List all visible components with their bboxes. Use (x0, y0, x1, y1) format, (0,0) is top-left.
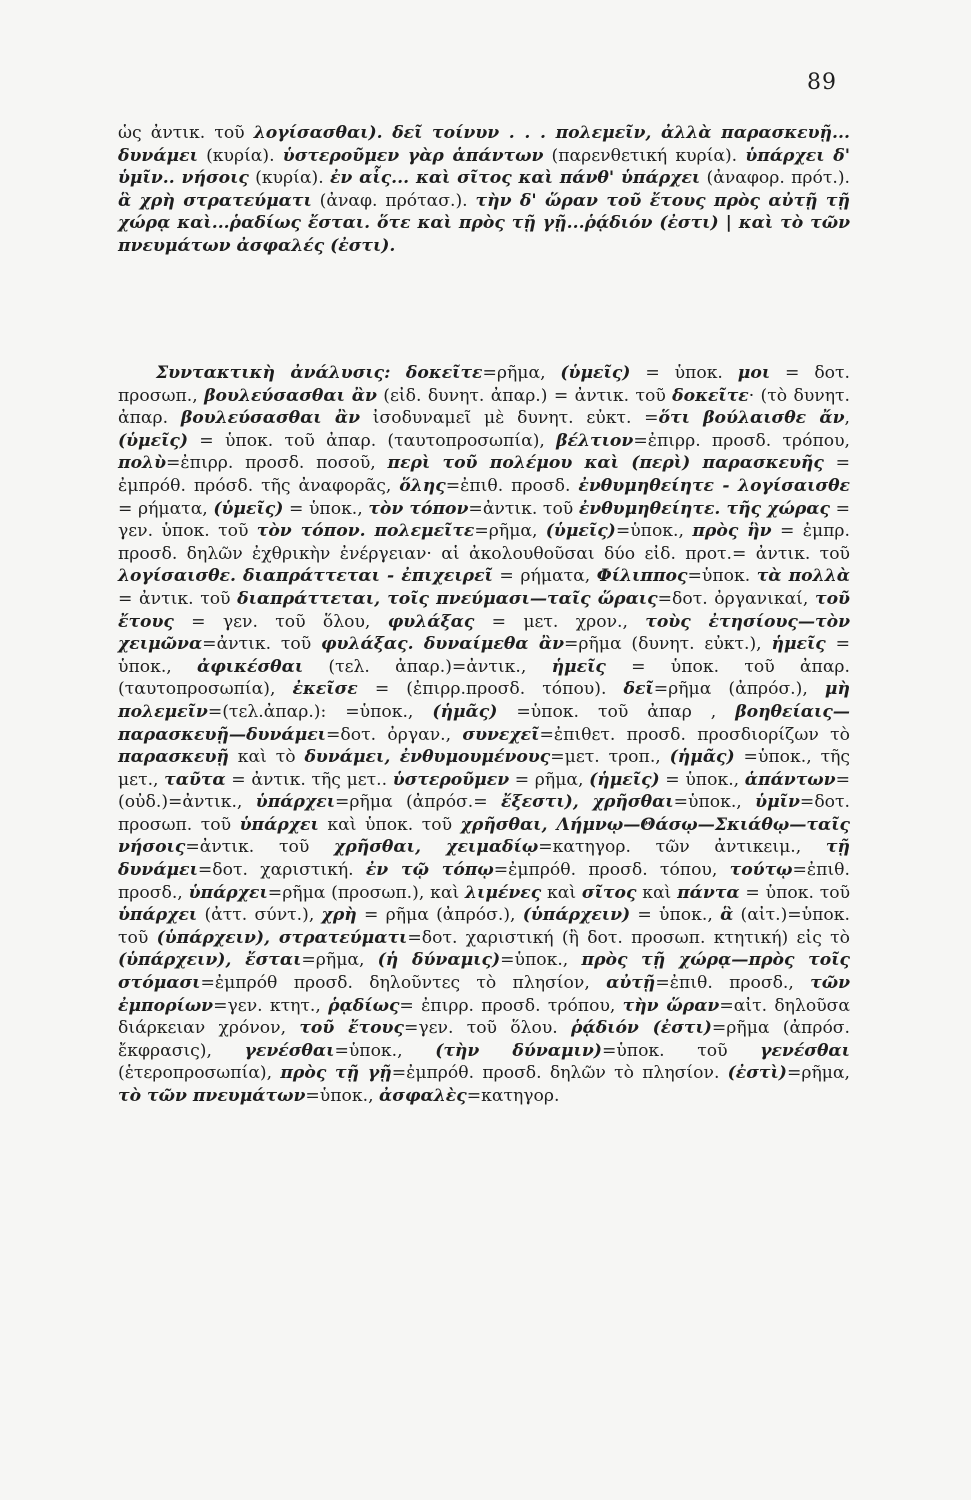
text-run: ὡς ἀντικ. τοῦ (118, 123, 254, 143)
text-run: =ἀντικ. τοῦ (468, 498, 579, 519)
emphasized-text: ὑστεροῦμεν γὰρ ἁπάντων (282, 145, 544, 166)
text-run: =ὑποκ., (305, 1086, 380, 1106)
text-run: = ὑποκ. τοῦ ἀπαρ. (ταυτοπροσωπία), (118, 656, 850, 700)
emphasized-text: ἐν αἷς... καὶ σῖτος καὶ πάνθ' ὑπάρχει (329, 168, 701, 189)
emphasized-text: δυνάμει, ἐνθυμουμένους (304, 747, 551, 768)
text-run: , (844, 408, 850, 429)
emphasized-text: τὸ τῶν πνευμάτων (118, 1086, 306, 1106)
emphasized-text: ἡμεῖς (551, 656, 606, 677)
text-run: =δοτ. χαριστική. (197, 860, 366, 881)
text-run: (τελ. ἀπαρ.)=ἀντικ., (303, 656, 552, 677)
text-run: =ἐπιθ. προσδ., (118, 860, 850, 903)
emphasized-text: φυλάξας (387, 611, 475, 632)
emphasized-text: βέλτιον (556, 430, 634, 451)
emphasized-text: (ὑμεῖς) (560, 363, 631, 383)
text-run: =ὑποκ., (673, 792, 756, 813)
text-run: καὶ (541, 882, 582, 903)
emphasized-text: τῶν ἐμπορίων (118, 973, 850, 1016)
text-run: (ἑτεροπροσωπία), (118, 1063, 281, 1084)
text-run: = γεν. ὑποκ. τοῦ (118, 498, 850, 542)
emphasized-text: Συντακτικὴ ἀνάλυσις: δοκεῖτε (156, 363, 483, 383)
text-run: =ὑποκ., (500, 950, 582, 971)
emphasized-text: ὑστεροῦμεν (392, 769, 510, 790)
emphasized-text: ἐνθυμηθείητε. τῆς χώρας (578, 498, 830, 519)
text-run: =ὑποκ., τῆς μετ., (118, 747, 850, 790)
emphasized-text: παρασκευῇ (118, 747, 229, 768)
emphasized-text: διαπράττεται, τοῖς πνεύμασι—ταῖς ὥραις (237, 588, 658, 609)
emphasized-text: πρὸς τῇ χώρᾳ—πρὸς τοῖς στόμασι (118, 950, 850, 994)
text-run: (κυρία). (248, 168, 330, 189)
text-run: =δοτ. ὀργανικαί, (657, 588, 816, 609)
text-run: ἰσοδυναμεῖ μὲ δυνητ. εὐκτ. = (360, 408, 659, 429)
emphasized-text: ὑπάρχει (239, 814, 319, 835)
text-run: =αἰτ. δηλοῦσα διάρκειαν χρόνον, (118, 995, 851, 1039)
emphasized-text: φυλάξας. δυναίμεθα ἂν (321, 634, 564, 655)
emphasized-text: τοῦ ἔτους (118, 588, 850, 632)
emphasized-text: ὅλης (399, 475, 446, 496)
text-run: καὶ τὸ (228, 747, 305, 768)
text-run: = ὑποκ. (630, 363, 738, 383)
text-run: =ρῆμα (ἀπρόσ. ἔκφρασις), (118, 1018, 851, 1061)
text-run: · (τὸ δυνητ. ἀπαρ. (118, 385, 850, 429)
emphasized-text: ἐνθυμηθείητε - λογίσαισθε (578, 475, 850, 496)
emphasized-text: τὸν τόπον (368, 498, 469, 519)
text-run: = ρήματα, (492, 566, 597, 587)
text-run: (κυρία). (197, 145, 283, 166)
emphasized-text: (ὑμεῖς) (545, 521, 616, 542)
emphasized-text: ὑπάρχει (255, 792, 336, 813)
emphasized-text: (ὑπάρχειν) (522, 905, 631, 926)
text-run: =ὑποκ. τοῦ (601, 1040, 761, 1061)
text-run: =ρῆμα (ἀπρόσ.), (653, 679, 825, 700)
text-run: =ρῆμα (ἀπρόσ.= (335, 792, 502, 813)
emphasized-text: ὑπάρχει δ' ὑμῖν.. νήσοις (118, 145, 850, 189)
text-run: = ἐμπρόθ. πρόσδ. τῆς ἀναφορᾶς, (118, 453, 850, 496)
text-run: =δοτ. ὀργαν., (325, 724, 463, 745)
text-run: =ἐπιθ. προσδ. (445, 475, 579, 496)
emphasized-text: ἐκεῖσε (292, 679, 358, 700)
emphasized-text: τὴν δ' ὥραν τοῦ ἔτους πρὸς αὐτῇ τῇ χώρᾳ καὶ...ῥαδίως ἔσται. ὅτε καὶ πρὸς τῇ γῇ...ῥᾴδιόν (ἐστι) | καὶ τὸ τῶν πνευμάτων ἀσφαλές (ἐστι). (118, 190, 850, 256)
emphasized-text: ἔξεστι), χρῆσθαι (501, 792, 674, 813)
emphasized-text: ὅτι βούλαισθε ἄν (658, 408, 845, 429)
emphasized-text: (ὑπάρχειν), ἔσται (118, 950, 302, 971)
emphasized-text: (ὑμεῖς) (118, 430, 189, 451)
emphasized-text: ταῦτα (164, 769, 226, 790)
emphasized-text: τὴν ὥραν (622, 995, 720, 1016)
text-run: =ρῆμα (προσωπ.), καὶ (267, 882, 465, 903)
text-run: =ἐπιρρ. προσδ. ποσοῦ, (166, 453, 388, 474)
text-run: = γεν. τοῦ ὅλου, (173, 611, 388, 632)
text-run: =ἐπιθ. προσδ., (655, 973, 811, 994)
emphasized-text: (ἡμᾶς) (432, 701, 498, 722)
emphasized-text: λιμένες (464, 882, 542, 903)
emphasized-text: ὑπάρχει (188, 882, 268, 903)
text-run: =(τελ.ἀπαρ.): =ὑποκ., (207, 701, 433, 722)
emphasized-text: μὴ πολεμεῖν (118, 679, 850, 722)
emphasized-text: χρῆσθαι, Λήμνῳ—Θάσῳ—Σκιάθῳ—ταῖς νήσοις (118, 814, 850, 858)
text-run: = ὑποκ., (283, 498, 369, 519)
text-run: (ἀναφ. πρότασ.). (311, 190, 476, 211)
emphasized-text: ὑπάρχει (118, 905, 198, 926)
emphasized-text: (ἡμᾶς) (669, 747, 735, 768)
text-block-syntax-analysis (118, 362, 850, 1108)
emphasized-text: βουλεύσασθαι ἂν (204, 385, 377, 406)
emphasized-text: γενέσθαι (760, 1040, 850, 1061)
text-run: = ρῆμα (ἀπρόσ.), (356, 905, 523, 926)
text-run: =ρῆμα, (301, 950, 378, 971)
text-run: =ἐπιρρ. προσδ. τρόπου, (633, 430, 851, 451)
text-run: (ἀττ. σύντ.), (197, 905, 322, 926)
emphasized-text: δεῖ (623, 679, 654, 700)
emphasized-text: γενέσθαι (244, 1040, 335, 1061)
text-run: =γεν. κτητ., (213, 995, 329, 1016)
text-run: = ὑποκ., (118, 634, 850, 677)
text-run: =γεν. τοῦ ὅλου. (403, 1018, 572, 1039)
emphasized-text: (ὑμεῖς) (213, 498, 284, 519)
text-run: =ὑποκ. (687, 566, 757, 587)
text-run: (ἀναφορ. πρότ.). (700, 168, 851, 189)
emphasized-text: δοκεῖτε (672, 385, 749, 406)
emphasized-text: αὐτῇ (606, 973, 656, 994)
emphasized-text: πολὺ (118, 453, 167, 474)
text-run: = δοτ. προσωπ., (118, 363, 850, 406)
text-run: = ὑποκ., (630, 905, 721, 926)
text-run: =κατηγορ. (466, 1086, 560, 1106)
emphasized-text: (ἡ δύναμις) (377, 950, 501, 971)
text-run: =ἐμπρόθ προσδ. δηλοῦντες τὸ πλησίον, (200, 973, 607, 994)
text-run: (αἰτ.)=ὑποκ. τοῦ (118, 905, 850, 948)
text-run: =ὑποκ. τοῦ ἀπαρ , (497, 701, 736, 722)
text-run: =ὑποκ., (334, 1040, 436, 1061)
emphasized-text: τοῦ ἔτους (299, 1018, 404, 1039)
text-run: καὶ ὑποκ. τοῦ (318, 814, 461, 835)
emphasized-text: ἀφικέσθαι (197, 656, 304, 677)
emphasized-text: μοι (737, 363, 771, 383)
emphasized-text: χρὴ (321, 905, 357, 926)
text-run: =ρῆμα, (482, 363, 561, 383)
text-run: =ἐπιθετ. προσδ. προσδιορίζων τὸ (539, 724, 851, 745)
text-run: = ἐπιρρ. προσδ. τρόπου, (399, 995, 623, 1016)
text-run: =ὑποκ., (615, 521, 693, 542)
text-run: =μετ. τροπ., (550, 747, 670, 768)
text-run: = ὑποκ. τοῦ (739, 882, 851, 903)
emphasized-text: (ὑπάρχειν), στρατεύματι (156, 927, 408, 948)
text-run: = (ἐπιρρ.προσδ. τόπου). (357, 679, 624, 700)
text-run: καὶ (636, 882, 678, 903)
text-run: = ἀντικ. τοῦ (118, 588, 238, 609)
text-run: =ἀντικ. τοῦ (185, 837, 335, 858)
emphasized-text: σῖτος (581, 882, 637, 903)
text-run: =δοτ. προσωπ. τοῦ (118, 792, 850, 835)
emphasized-text: λογίσαισθε. διαπράττεται - ἐπιχειρεῖ (118, 566, 493, 587)
text-run: = ρῆμα, (509, 769, 590, 790)
emphasized-text: τούτῳ (729, 860, 793, 881)
emphasized-text: βουλεύσασθαι ἂν (180, 408, 361, 429)
emphasized-text: χρῆσθαι, χειμαδίῳ (334, 837, 539, 858)
emphasized-text: πρὸς τῇ γῇ (280, 1063, 392, 1084)
paragraph-syntax-analysis (118, 362, 850, 1108)
text-run: =δοτ. χαριστική (ἢ δοτ. προσωπ. κτητική) εἰς τὸ (407, 927, 850, 948)
emphasized-text: τῇ δυνάμει (118, 837, 850, 881)
text-run: = ἐμπρ. προσδ. δηλῶν ἐχθρικὴν ἐνέργειαν· αἱ ἀκολουθοῦσαι δύο εἰδ. προτ.= ἀντικ. τοῦ (118, 521, 850, 564)
emphasized-text: Φίλιππος (596, 566, 688, 587)
text-run: = ἀντικ. τῆς μετ.. (225, 769, 393, 790)
emphasized-text: ἃ (720, 905, 734, 926)
emphasized-text: ὑμῖν (755, 792, 800, 813)
text-run: (εἰδ. δυνητ. ἀπαρ.) = ἀντικ. τοῦ (376, 385, 673, 406)
emphasized-text: πρὸς ἣν (692, 521, 772, 542)
emphasized-text: ῥᾴδιόν (ἐστι) (571, 1018, 712, 1039)
emphasized-text: βοηθείαις—παρασκευῇ—δυνάμει (118, 701, 850, 745)
text-run: =ρῆμα, (474, 521, 546, 542)
emphasized-text: ἡμεῖς (771, 634, 826, 655)
text-block-top (118, 122, 850, 258)
text-run: =(οὐδ.)=ἀντικ., (118, 769, 850, 813)
emphasized-text: τοὺς ἐτησίους—τὸν χειμῶνα (118, 611, 850, 655)
text-run: =κατηγορ. τῶν ἀντικειμ., (538, 837, 826, 858)
emphasized-text: (τὴν δύναμιν) (435, 1040, 602, 1061)
text-run: = ρήματα, (118, 498, 214, 519)
text-run: = ὑποκ., (659, 769, 745, 790)
emphasized-text: ἀσφαλὲς (379, 1086, 467, 1106)
emphasized-text: συνεχεῖ (462, 724, 540, 745)
emphasized-text: (ἡμεῖς) (589, 769, 660, 790)
emphasized-text: τὸν τόπον. πολεμεῖτε (256, 521, 475, 542)
text-run: =ἐμπρόθ. προσδ. δηλῶν τὸ πλησίον. (391, 1063, 728, 1084)
paragraph-continuation (118, 122, 850, 258)
emphasized-text: περὶ τοῦ πολέμου καὶ (περὶ) παρασκευῆς (387, 453, 824, 474)
emphasized-text: ἁπάντων (744, 769, 836, 790)
text-run: (παρενθετική κυρία). (543, 145, 746, 166)
emphasized-text: ἃ χρὴ στρατεύματι (118, 190, 312, 211)
text-run: = ὑποκ. τοῦ ἀπαρ. (ταυτοπροσωπία), (188, 430, 557, 451)
text-run: = μετ. χρον., (474, 611, 646, 632)
emphasized-text: τὰ πολλὰ (756, 566, 850, 587)
text-run: =ἐμπρόθ. προσδ. τόπου, (493, 860, 730, 881)
emphasized-text: (ἐστὶ) (727, 1063, 787, 1084)
page-number: 89 (807, 70, 837, 95)
text-run: =ρῆμα (δυνητ. εὐκτ.), (564, 634, 772, 655)
text-run: =ἀντικ. τοῦ (202, 634, 321, 655)
emphasized-text: πάντα (677, 882, 740, 903)
emphasized-text: λογίσασθαι). δεῖ τοίνυν . . . πολεμεῖν, ἀλλὰ παρασκευῇ... δυνάμει (118, 123, 850, 166)
emphasized-text: ῥᾳδίως (328, 995, 400, 1016)
emphasized-text: ἐν τῷ τόπῳ (365, 860, 494, 881)
text-run: =ρῆμα, (786, 1063, 850, 1084)
